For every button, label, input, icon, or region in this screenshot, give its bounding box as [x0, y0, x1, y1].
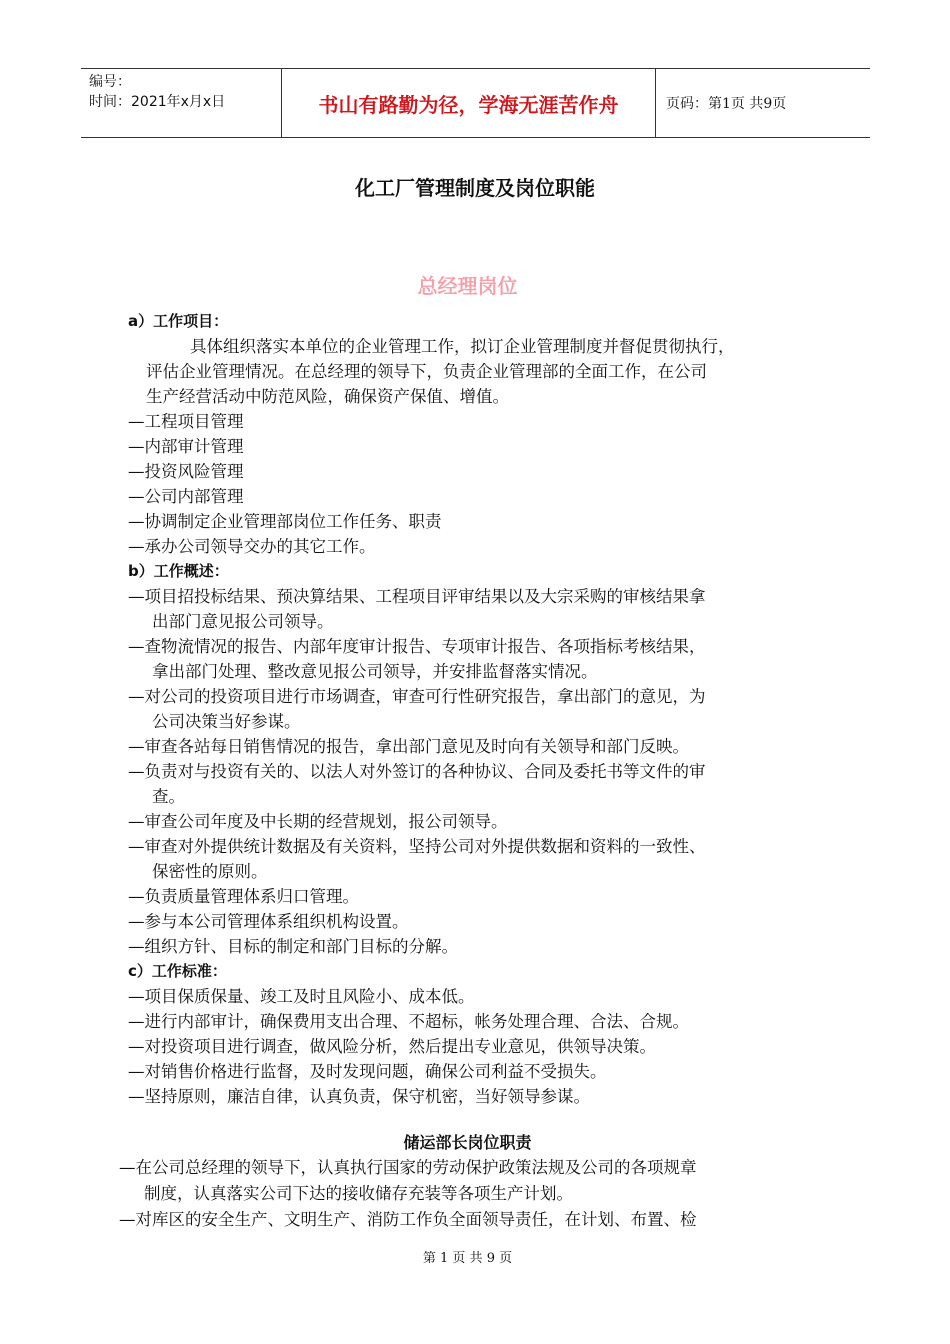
list-item: —负责质量管理体系归口管理。 — [128, 887, 359, 906]
header-page-label: 页码：第1页 共9页 — [666, 96, 787, 112]
section-title-general-manager: 总经理岗位 — [417, 274, 518, 298]
header-meta-cell — [81, 69, 282, 137]
list-item: —对销售价格进行监督，及时发现问题，确保公司利益不受损失。 — [128, 1062, 607, 1081]
list-item-continuation: 保密性的原则。 — [152, 862, 268, 881]
section1-body — [128, 309, 828, 1109]
list-item: —审查公司年度及中长期的经营规划，报公司领导。 — [128, 812, 508, 831]
list-item-continuation: 公司决策当好参谋。 — [152, 712, 301, 731]
page-footer: 第 1 页 共 9 页 — [422, 1251, 513, 1266]
paragraph-line: 评估企业管理情况。在总经理的领导下，负责企业管理部的全面工作，在公司 — [146, 362, 707, 381]
section2-body — [119, 1155, 839, 1233]
heading-work-items: a）工作项目： — [128, 312, 229, 330]
list-item: —对库区的安全生产、文明生产、消防工作负全面领导责任，在计划、布置、检 — [119, 1210, 697, 1229]
header-motto-cell — [282, 69, 656, 137]
list-item: —承办公司领导交办的其它工作。 — [128, 537, 376, 556]
list-item: —审查各站每日销售情况的报告，拿出部门意见及时向有关领导和部门反映。 — [128, 737, 689, 756]
list-item: —协调制定企业管理部岗位工作任务、职责 — [128, 512, 442, 531]
list-item: —对公司的投资项目进行市场调查，审查可行性研究报告，拿出部门的意见，为 — [128, 687, 706, 706]
list-item: —查物流情况的报告、内部年度审计报告、专项审计报告、各项指标考核结果， — [128, 637, 706, 656]
list-item: —投资风险管理 — [128, 462, 244, 481]
header-table — [81, 68, 870, 138]
doc-time-label: 时间：2021年x月x日 — [89, 94, 226, 110]
heading-work-overview: b）工作概述： — [128, 562, 229, 580]
doc-number-label: 编号： — [89, 74, 131, 90]
list-item-continuation: 拿出部门处理、整改意见报公司领导，并安排监督落实情况。 — [152, 662, 598, 681]
list-item: —公司内部管理 — [128, 487, 244, 506]
list-item: —对投资项目进行调查，做风险分析，然后提出专业意见，供领导决策。 — [128, 1037, 656, 1056]
list-item: —项目保质保量、竣工及时且风险小、成本低。 — [128, 987, 475, 1006]
list-item-continuation: 查。 — [152, 787, 185, 806]
list-item: —工程项目管理 — [128, 412, 244, 431]
list-item: —参与本公司管理体系组织机构设置。 — [128, 912, 409, 931]
paragraph-line: 生产经营活动中防范风险，确保资产保值、增值。 — [146, 387, 509, 406]
list-item-continuation: 出部门意见报公司领导。 — [152, 612, 334, 631]
list-item: —项目招投标结果、预决算结果、工程项目评审结果以及大宗采购的审核结果拿 — [128, 587, 706, 606]
list-item: —坚持原则，廉洁自律，认真负责，保守机密，当好领导参谋。 — [128, 1087, 590, 1106]
heading-work-standards: c）工作标准： — [128, 962, 227, 980]
list-item: —组织方针、目标的制定和部门目标的分解。 — [128, 937, 458, 956]
list-item: —审查对外提供统计数据及有关资料，坚持公司对外提供数据和资料的一致性、 — [128, 837, 706, 856]
section-title-storage-manager: 储运部长岗位职责 — [403, 1133, 532, 1152]
header-motto: 书山有路勤为径，学海无涯苦作舟 — [318, 92, 619, 117]
paragraph-line: 具体组织落实本单位的企业管理工作，拟订企业管理制度并督促贯彻执行， — [190, 337, 735, 356]
list-item: —在公司总经理的领导下，认真执行国家的劳动保护政策法规及公司的各项规章 — [119, 1158, 697, 1177]
document-title: 化工厂管理制度及岗位职能 — [355, 176, 595, 200]
list-item-continuation: 制度，认真落实公司下达的接收储存充装等各项生产计划。 — [144, 1184, 573, 1203]
list-item: —负责对与投资有关的、以法人对外签订的各种协议、合同及委托书等文件的审 — [128, 762, 706, 781]
header-page-cell — [656, 69, 870, 137]
list-item: —内部审计管理 — [128, 437, 244, 456]
list-item: —进行内部审计，确保费用支出合理、不超标，帐务处理合理、合法、合规。 — [128, 1012, 689, 1031]
